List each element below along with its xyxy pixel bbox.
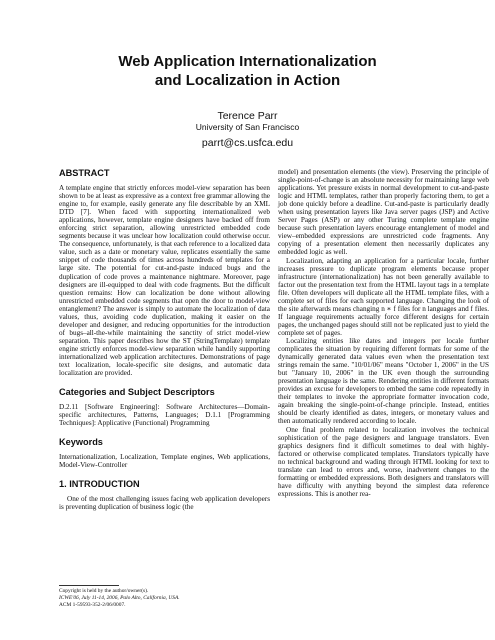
author-name: Terence Parr [217,110,278,122]
footnote-rule [59,585,119,586]
paper-title-line-2: and Localization in Action [154,72,341,89]
categories-text: D.2.11 [Software Engineering]: Software Architectures—Domain-specific architectures, Patterns, Languages; D.1.1 [Programming Techniques]: Applicative (Functional) Programming [59,403,270,428]
keywords-heading: Keywords [59,437,103,448]
categories-heading: Categories and Subject Descriptors [59,387,215,398]
body-paragraph-1: model) and presentation elements (the view). Preserving the principle of single-point-of-change is an absolute necessity for maintaining large web applications. Yet pressure exists in normal development to cut-and-paste logic and HTML templates, rather than properly factoring them, to get a job done quickly before a deadline. Cut-and-paste is particularly deadly when using presentation layers like Java server pages (JSP) and Active Server Pages (ASP) or any other Turing complete template engine because such presentation layers encourage entanglement of model and view–embedded expressions are unrestricted code fragments. Any copying of a presentation element then necessarily duplicates any embedded logic as well. [278,168,489,257]
author-affiliation: University of San Francisco [195,122,300,132]
author-email: parrt@cs.usfca.edu [201,137,294,149]
right-column [278,168,489,498]
copyright-footnote [59,588,270,609]
abstract-heading: ABSTRACT [59,168,110,178]
keywords-text: Internationalization, Localization, Template engines, Web applications, Model-View-Controller [59,453,270,470]
footnote-line-2: ICWE'06, July 11-14, 2006, Palo Alto, California, USA. [59,595,180,601]
body-paragraph-3: Localizing entities like dates and integers per locale further complicates the situation by requiring different formats for some of the dynamically generated data values even when the presentation text strings remain the same. "10/01/06" means "October 1, 2006" in the US but "January 10, 2006" in the UK even though the surrounding presentation language is the same. Rendering entities in different formats provides an excuse for developers to embed the same code repeatedly in their templates to invoke the appropriate formatter invocation code, again breaking the single-point-of-change principle. Instead, entities should be clearly identified as dates, integers, or monetary values and then automatically rendered according to locale. [278,336,489,426]
left-column [59,168,270,511]
footnote-line-1: Copyright is held by the author/owner(s). [59,588,149,594]
body-paragraph-2: Localization, adapting an application for a particular locale, further increases pressure to duplicate program elements because proper infrastructure (internationalization) has not been generally available to factor out the presentation text from the HTML layout tags in a template file. Often developers will duplicate all the HTML template files, with a complete set of files for each supported language. Changing the look of the site afterwards means changing n ∗ f files for n languages and f files. If language requirements actually force different designs for certain pages, the unchanged pages should still not be replicated just to yield the complete set of pages. [278,256,489,337]
footnote-line-3: ACM 1-59593-352-2/06/0007. [59,602,126,608]
introduction-heading: 1. INTRODUCTION [59,479,140,490]
abstract-text: A template engine that strictly enforces model-view separation has been shown to be at least as expressive as a context free grammar allowing the engine to, for example, easily generate any file describable by an XML DTD [7]. When faced with supporting internationalized web applications, however, template engine designers have backed off from enforcing strict separation, allowing unrestricted embedded code segments because it was unclear how localization could otherwise occur. The consequence, unfortunately, is that each reference to a localized data value, such as a date or monetary value, replicates essentially the same snippet of code thousands of times across hundreds of templates for a large site. The potential for cut-and-paste induced bugs and the duplication of code proves a maintenance nightmare. Moreover, page designers are ill-equipped to deal with code fragments. But the difficult question remains: How can localization be done without allowing unrestricted embedded code segments that open the door to model-view entanglement? The answer is simply to automate the localization of data values, thus, avoiding code duplication, making it easier on the developer and designer, and reducing opportunities for the introduction of bugs–all-the-while maintaining the sanctity of strict model-view separation. This paper describes how the ST (StringTemplate) template engine strictly enforces model-view separation while handily supporting internationalized web application architectures. Demonstrations of page text localization, locale-specific site designs, and automatic data localization are provided. [59,184,270,378]
paper-header [0,52,495,150]
body-paragraph-4: One final problem related to localization involves the technical sophistication of the page designers and language translators. Even graphics designers find it difficult sometimes to deal with highly-factored or otherwise complicated templates. Translators typically have no technical background and wading through HTML looking for text to translate can lead to errors and, worse, inadvertent changes to the formatting or embedded expressions. Both designers and translators will have difficulty with anything beyond the simplest data reference expressions. This is another rea- [278,425,489,498]
paper-title-line-1: Web Application Internationalization [118,53,377,70]
introduction-text: One of the most challenging issues facing web application developers is preventing duplication of business logic (the [59,495,270,512]
